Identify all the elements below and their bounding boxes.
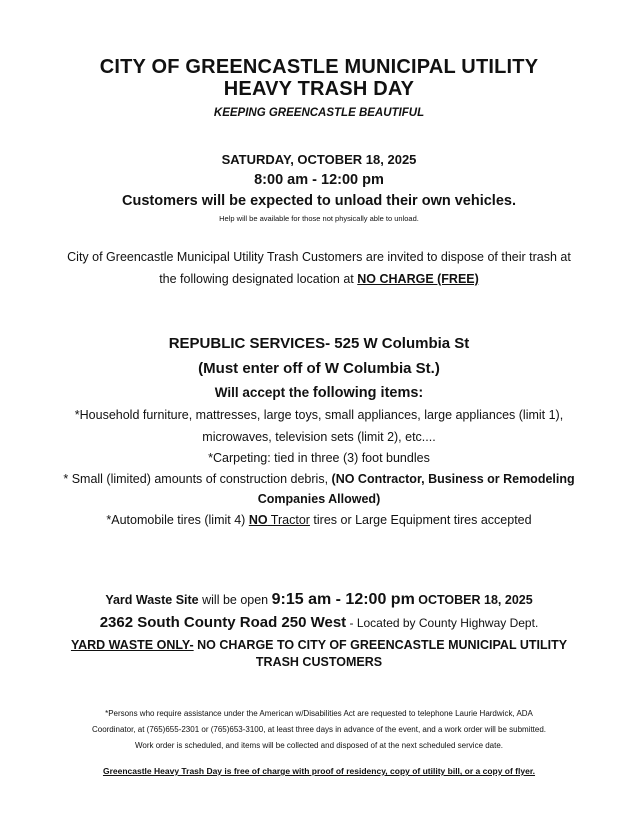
yard-time: 9:15 am - 12:00 pm — [271, 591, 415, 608]
unload-notice: Customers will be expected to unload their own vehicles. — [121, 193, 516, 209]
yard-waste-hours — [0, 591, 638, 609]
tires-tractor: Tractor — [267, 513, 310, 527]
accept-prefix: Will accept the — [214, 385, 313, 400]
footer-line-2: Coordinator, at (765)655-2301 or (765)653-3100, at least three days in advance of the event, and a work order will be submitted. — [91, 725, 547, 734]
yard-address-suffix: - Located by County Highway Dept. — [346, 616, 539, 630]
accept-bold: following items: — [312, 385, 424, 401]
tires-suffix: tires or Large Equipment tires accepted — [309, 513, 532, 527]
yard-address: 2362 South County Road 250 West — [99, 614, 347, 631]
subtitle: KEEPING GREENCASTLE BEAUTIFUL — [213, 107, 425, 119]
invite-line-2 — [0, 272, 638, 286]
tires-line — [0, 513, 638, 527]
invite-line-2-text: the following designated location at — [159, 272, 358, 286]
items-line-3: *Carpeting: tied in three (3) foot bundles — [208, 451, 430, 465]
event-date: SATURDAY, OCTOBER 18, 2025 — [221, 152, 417, 167]
help-note: Help will be available for those not physically able to unload. — [219, 214, 419, 223]
no-charge-link: NO CHARGE (FREE) — [357, 272, 479, 286]
accepted-items-heading — [0, 385, 638, 401]
footer-line-1: *Persons who require assistance under the American w/Disabilities Act are requested to telephone Laurie Hardwick, ADA — [105, 709, 533, 718]
yard-only-line-2: TRASH CUSTOMERS — [255, 655, 383, 669]
yard-waste-address — [0, 614, 638, 631]
yard-date: OCTOBER 18, 2025 — [414, 593, 533, 607]
yard-prefix: Yard Waste Site — [105, 593, 199, 607]
republic-entry-note: (Must enter off of W Columbia St.) — [198, 360, 440, 377]
republic-services-header: REPUBLIC SERVICES- 525 W Columbia St — [168, 335, 470, 352]
items-line-4 — [0, 472, 638, 486]
yard-only-line-1 — [0, 638, 638, 652]
items-line-4-bold: (NO Contractor, Business or Remodeling — [331, 472, 575, 486]
tires-no: NO — [248, 513, 268, 527]
page-title-line1: CITY OF GREENCASTLE MUNICIPAL UTILITY — [99, 56, 539, 78]
invite-line-1: City of Greencastle Municipal Utility Trash Customers are invited to dispose of their trash at — [67, 250, 571, 264]
items-line-4-text: * Small (limited) amounts of construction debris, — [63, 472, 332, 486]
items-line-2: microwaves, television sets (limit 2), etc.... — [202, 430, 436, 444]
yard-only-link: YARD WASTE ONLY- — [70, 638, 194, 652]
page-title-line2: HEAVY TRASH DAY — [223, 78, 415, 100]
footer-proof-note: Greencastle Heavy Trash Day is free of charge with proof of residency, copy of utility bill, or a copy of flyer. — [102, 766, 536, 776]
items-line-1: *Household furniture, mattresses, large toys, small appliances, large appliances (limit 1), — [74, 408, 564, 422]
yard-mid: will be open — [198, 593, 272, 607]
event-time: 8:00 am - 12:00 pm — [254, 172, 384, 188]
yard-only-rest: NO CHARGE TO CITY OF GREENCASTLE MUNICIPAL UTILITY — [193, 638, 568, 652]
tires-prefix: *Automobile tires (limit 4) — [106, 513, 249, 527]
footer-line-3: Work order is scheduled, and items will be collected and disposed of at the next scheduled service date. — [134, 741, 504, 750]
items-line-5: Companies Allowed) — [257, 492, 381, 506]
